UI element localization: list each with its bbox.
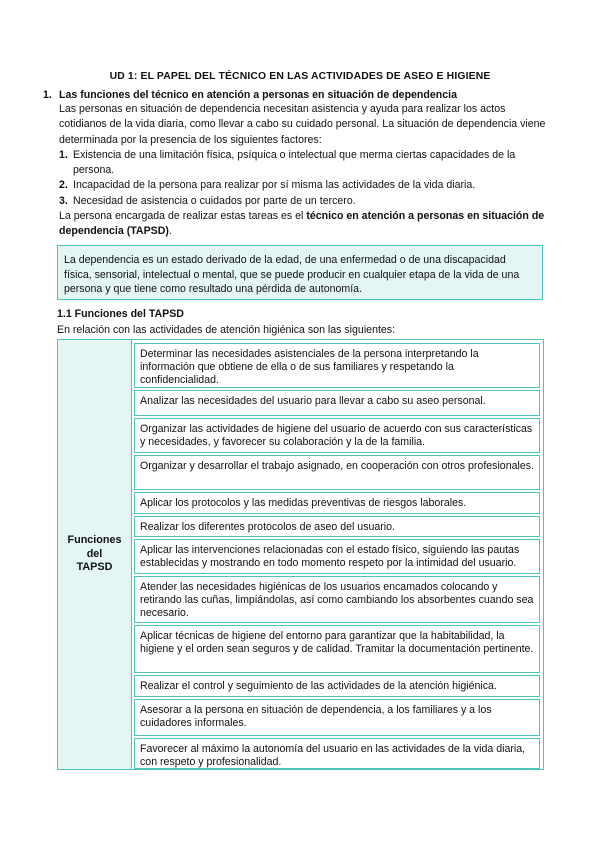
factor-number: 2. (59, 179, 68, 192)
function-cell: Organizar y desarrollar el trabajo asignado, en cooperación con otros profesionales. (134, 455, 540, 490)
function-cell: Realizar el control y seguimiento de las actividades de la atención higiénica. (134, 675, 540, 697)
factor-text: Existencia de una limitación física, psíquica o intelectual que merma ciertas capacidades de la persona. (73, 148, 516, 177)
factor-number: 1. (59, 148, 68, 161)
section-1-heading-text: Las funciones del técnico en atención a personas en situación de dependencia (59, 89, 457, 101)
functions-table (57, 339, 544, 770)
function-cell: Aplicar los protocolos y las medidas preventivas de riesgos laborales. (134, 492, 540, 514)
closing-bold: técnico en atención a personas en situación de dependencia (TAPSD) (59, 210, 545, 238)
section-1-number: 1. (43, 89, 52, 101)
section-1 (43, 88, 553, 240)
subsection-intro: En relación con las actividades de atención higiénica son las siguientes: (57, 324, 396, 336)
function-cell: Determinar las necesidades asistenciales de la persona interpretando la información que obtiene de ella o de sus familiares y respetando la confidencialidad. (134, 343, 540, 388)
function-cell: Aplicar las intervenciones relacionadas con el estado físico, siguiendo las pautas establecidas y mostrando en todo momento respeto por la intimidad del usuario. (134, 539, 540, 574)
factor-text: Necesidad de asistencia o cuidados por parte de un tercero. (73, 194, 356, 207)
function-cell: Favorecer al máximo la autonomía del usuario en las actividades de la vida diaria, con respeto y profesionalidad. (134, 738, 540, 769)
factor-item (59, 148, 553, 179)
document-title: UD 1: EL PAPEL DEL TÉCNICO EN LAS ACTIVIDADES DE ASEO E HIGIENE (109, 71, 491, 82)
function-cell: Organizar las actividades de higiene del usuario de acuerdo con sus características y necesidades, y favorecer su colaboración y la de la familia. (134, 418, 540, 453)
factor-item (59, 178, 553, 193)
closing-prefix: La persona encargada de realizar estas tareas es el (59, 210, 307, 223)
section-1-intro: Las personas en situación de dependencia necesitan asistencia y ayuda para realizar los actos cotidianos de la vida diaria, como llevar a cabo su cuidado personal. La situación de dependencia viene determinada por la presencia de los siguientes factores: (59, 103, 546, 146)
subsection-title: 1.1 Funciones del TAPSD (57, 308, 184, 320)
definition-callout: La dependencia es un estado derivado de la edad, de una enfermedad o de una discapacidad física, sensorial, intelectual o mental, que se puede producir en cualquier etapa de la vida de una persona y que tiene como resultado una pérdida de autonomía. (57, 245, 543, 300)
section-1-closing (59, 209, 553, 240)
function-cell: Atender las necesidades higiénicas de los usuarios encamados colocando y retirando las cuñas, limpiándolas, así como cambiando los absorbentes cuando sea necesario. (134, 576, 540, 623)
factor-item (59, 194, 553, 209)
closing-suffix: . (168, 225, 172, 238)
functions-row-header: Funciones del TAPSD (67, 534, 122, 574)
function-cell: Asesorar a la persona en situación de dependencia, a los familiares y a los cuidadores informales. (134, 699, 540, 736)
function-cell: Aplicar técnicas de higiene del entorno para garantizar que la habitabilidad, la higiene y el orden sean seguros y de calidad. Tramitar la documentación pertinente. (134, 625, 540, 673)
factor-number: 3. (59, 194, 68, 207)
functions-row-header-cell (58, 340, 132, 769)
function-cell: Realizar los diferentes protocolos de aseo del usuario. (134, 516, 540, 537)
function-cell: Analizar las necesidades del usuario para llevar a cabo su aseo personal. (134, 390, 540, 416)
factor-text: Incapacidad de la persona para realizar por sí misma las actividades de la vida diaria. (73, 179, 476, 192)
section-1-heading (43, 88, 553, 102)
